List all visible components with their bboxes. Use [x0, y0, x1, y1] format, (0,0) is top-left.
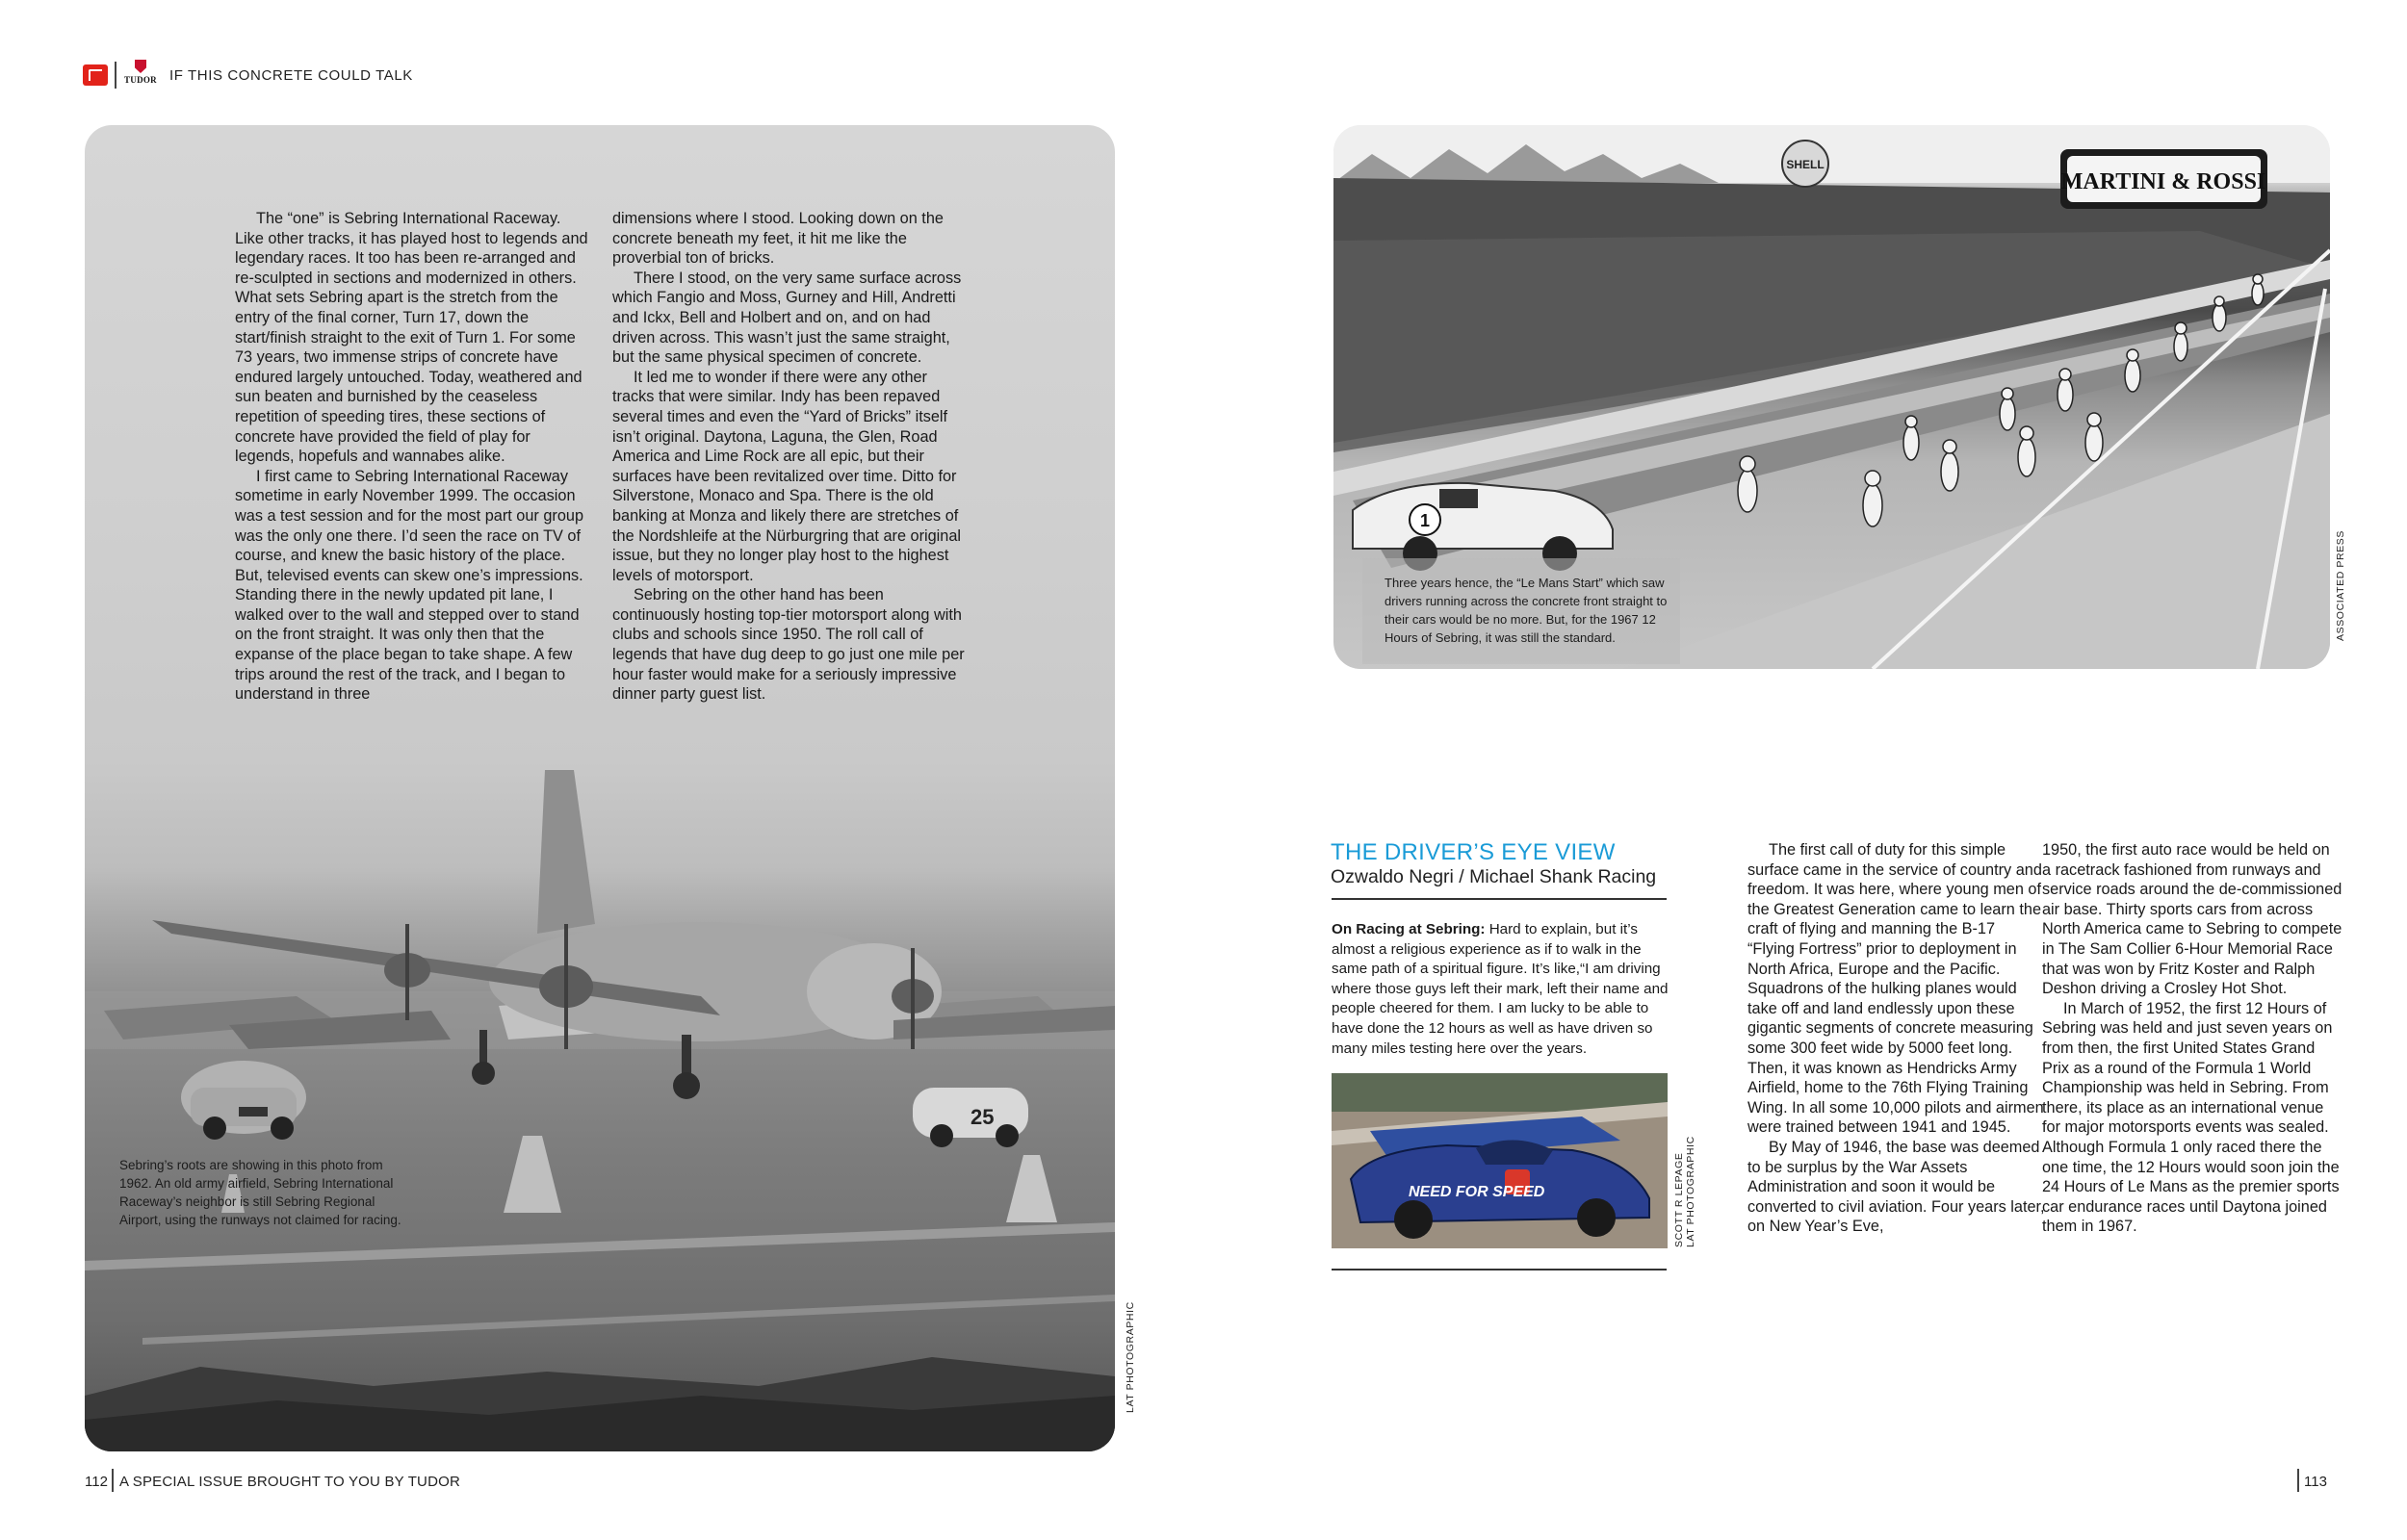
airfield-photo-caption: Sebring’s roots are showing in this photo from 1962. An old army airfield, Sebring International Raceway’s neighbor is still Sebring Regional Airport, using the runways not claimed for racing. [119, 1158, 401, 1227]
paragraph: In March of 1952, the first 12 Hours of Sebring was held and just seven years on from then, the first United States Grand Prix as a round of the Formula 1 World Championship was held in Sebring. From there, its place as an international venue for major motorsports events was sealed. Although Formula 1 only raced there the one time, the 12 Hours would soon join the 24 Hours of Le Mans as the premier sports car endurance races until Daytona joined them in 1967. [2042, 999, 2340, 1236]
race-photo-credit-line-1: SCOTT R LEPAGE [1673, 1152, 1685, 1247]
paragraph: The first call of duty for this simple surface came in the service of country and freedom. It was here, where young men of the Greatest Generation came to learn the craft of flying and manning the B-17 “Flying Fortress” prior to deployment in North Africa, Europe and the Pacific. Squadrons of the hulking planes would take off and land endlessly upon these gigantic segments of concrete measuring some 300 feet wide by 5000 feet long. Then, it was known as Hendricks Army Airfield, home to the 76th Flying Training Wing. In all some 10,000 pilots and airmen were trained between 1941 and 1945. [1747, 841, 2044, 1137]
quote-text: Hard to explain, but it’s almost a religious experience as if to walk in the same path of a spiritual figure. It’s like,“I am driving where those guys left their mark, left their name and people cheered for them. I am lucky to be able to have done the 12 hours as well as have driven so many miles testing here over the years. [1332, 921, 1669, 1057]
left-article-column-1 [235, 209, 588, 705]
sidebar-rule-top [1332, 898, 1667, 900]
right-article-column-2 [2042, 840, 2342, 1237]
page-number-right: 113 [2304, 1474, 2327, 1490]
footer-divider-right [2297, 1469, 2299, 1492]
paragraph: The “one” is Sebring International Raceway. Like other tracks, it has played host to legends and legendary races. It too has been re-arranged and re-sculpted in sections and modernized in others. What sets Sebring apart is the stretch from the entry of the final corner, Turn 17, down the start/finish straight to the exit of Turn 1. For some 73 years, two immense strips of concrete have endured largely untouched. Today, weathered and sun beaten and burnished by the ceaseless repetition of speeding tires, these sections of concrete have provided the field of play for legends, hopefuls and wannabes alike. [235, 210, 588, 466]
race-photo-credit-line-2: LAT PHOTOGRAPHIC [1685, 1136, 1696, 1247]
paragraph: dimensions where I stood. Looking down on the concrete beneath my feet, it hit me like the proverbial ton of bricks. [612, 210, 944, 268]
prototype-race-illustration [1332, 1073, 1668, 1248]
tudor-shield-icon [135, 60, 146, 73]
car-livery: NEED FOR SPEED [1409, 1184, 1545, 1200]
le-mans-start-caption: Three years hence, the “Le Mans Start” which saw drivers running across the concrete front straight to their cars would be no more. But, for the 1967 12 Hours of Sebring, it was still the standard. [1385, 576, 1668, 645]
airfield-photo-credit: LAT PHOTOGRAPHIC [1125, 1301, 1136, 1413]
footer-tagline: A SPECIAL ISSUE BROUGHT TO YOU BY TUDOR [119, 1474, 461, 1490]
paragraph: I first came to Sebring International Raceway sometime in early November 1999. The occasion was a test session and for the most part our group was the only one there. I’d seen the race on TV of course, and knew the basic history of the place. But, televised events can skew one’s impressions. Standing there in the newly updated pit lane, I walked over to the wall and stepped over to stand on the front straight. It was only then that the expanse of the place began to take shape. A few trips around the rest of the track, and I began to understand in three [235, 467, 583, 704]
paragraph: There I stood, on the very same surface across which Fangio and Moss, Gurney and Hill, Andretti and Ickx, Bell and Holbert and on, and on had driven across. This wasn’t just the same straight, but the same physical specimen of concrete. [612, 269, 962, 367]
left-article-column-2 [612, 209, 969, 705]
page-number-left: 112 [85, 1474, 108, 1490]
race-photo-credit [1673, 1136, 1696, 1247]
prototype-race-photo [1332, 1073, 1668, 1248]
car-1-number: 1 [1419, 511, 1431, 530]
shell-sign: SHELL [1786, 158, 1825, 171]
header-title: IF THIS CONCRETE COULD TALK [169, 67, 413, 84]
le-mans-start-credit: ASSOCIATED PRESS [2335, 529, 2346, 641]
car-25-number: 25 [971, 1105, 995, 1129]
quote-label: On Racing at Sebring: [1332, 921, 1486, 937]
drivers-eye-view-quote [1332, 920, 1670, 1059]
drivers-eye-view-title: THE DRIVER’S EYE VIEW [1331, 839, 1616, 865]
paragraph: It led me to wonder if there were any other tracks that were similar. Indy has been repaved several times and even the “Yard of Bricks” itself isn’t original. Daytona, Laguna, the Glen, Road America and Lime Rock are all epic, but their surfaces have been revitalized over time. Ditto for Silverstone, Monaco and Spa. There is the old banking at Monza and likely there are stretches of the Nordshleife at the Nürburgring that are original issue, but they no longer play host to the highest levels of motorsport. [612, 368, 962, 584]
tudor-logo [123, 60, 158, 90]
header-divider [115, 62, 116, 89]
sidebar-rule-bottom [1332, 1269, 1667, 1270]
tudor-wordmark: TUDOR [123, 75, 157, 85]
paragraph: 1950, the first auto race would be held on a racetrack fashioned from runways and service roads around the de-commissioned air base. Thirty sports cars from across North America came to Sebring to compete in The Sam Collier 6-Hour Memorial Race that was won by Fritz Koster and Ralph Deshon driving a Crosley Hot Shot. [2042, 841, 2342, 998]
martini-sign: MARTINI & ROSSI [2060, 169, 2266, 194]
paragraph: Sebring on the other hand has been continuously hosting top-tier motorsport along with clubs and schools since 1950. The roll call of legends that have dug deep to go just one mile per hour faster would make for a seriously impressive dinner party guest list. [612, 586, 965, 704]
right-article-column-1 [1747, 840, 2046, 1237]
footer-divider-left [112, 1469, 114, 1492]
racer-logo-icon [83, 64, 108, 86]
paragraph: By May of 1946, the base was deemed to be surplus by the War Assets Administration and soon it would be converted to civil aviation. Four years later, on New Year’s Eve, [1747, 1138, 2045, 1236]
drivers-eye-view-subtitle: Ozwaldo Negri / Michael Shank Racing [1331, 866, 1657, 887]
